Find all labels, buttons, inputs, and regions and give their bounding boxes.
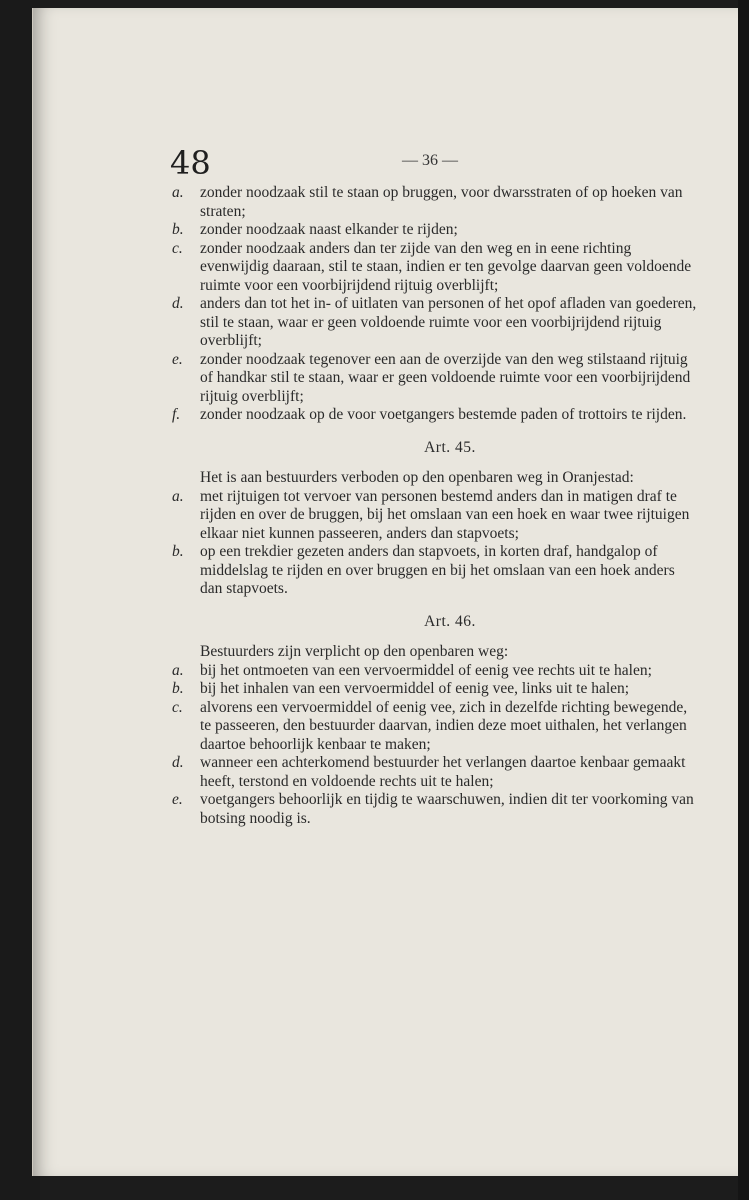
item-text: met rijtuigen tot vervoer van personen bestemd anders dan in matigen draf te rijden en over de bruggen, bij het omslaan van een hoek en waar twee rijtuigen elkaar niet kunnen passeeren, anders dan stapvoets; xyxy=(200,487,690,542)
item-label: b. xyxy=(172,221,184,238)
page-content xyxy=(160,140,700,828)
article-46-intro: Bestuurders zijn verplicht op den openbaren weg: xyxy=(200,643,509,660)
item-text: bij het ontmoeten van een vervoermiddel of eenig vee rechts uit te halen; xyxy=(200,661,652,679)
item-label: d. xyxy=(172,754,184,771)
page-subnumber: — 36 — xyxy=(402,152,458,169)
item-label: a. xyxy=(172,661,184,679)
item-label: c. xyxy=(172,239,183,257)
list-item xyxy=(160,184,700,221)
item-label: b. xyxy=(172,543,184,560)
article-45-title: Art. 45. xyxy=(424,438,476,456)
item-text: op een trekdier gezeten anders dan stapvoets, in korten draf, handgalop of middelslag te rijden en over bruggen en bij het omslaan van een hoek anders dan stapvoets. xyxy=(200,543,675,597)
list-item xyxy=(160,791,700,828)
article-45-intro: Het is aan bestuurders verboden op den openbaren weg in Oranjestad: xyxy=(200,469,634,486)
item-label: b. xyxy=(172,680,184,697)
list-item xyxy=(160,351,700,407)
item-text: zonder noodzaak naast elkander te rijden; xyxy=(200,221,458,238)
item-label: f. xyxy=(172,406,181,423)
list-item xyxy=(160,488,700,544)
list-item xyxy=(160,221,700,240)
list-item xyxy=(160,680,700,699)
list-continued xyxy=(160,184,700,425)
article-46-title: Art. 46. xyxy=(424,612,476,630)
item-text: zonder noodzaak anders dan ter zijde van den weg en in eene richting evenwijdig daaraan, stil te staan, indien er ten gevolge daarvan geen voldoende ruimte voor een voorbijrijdend rijtuig overblijft; xyxy=(200,239,692,294)
item-label: e. xyxy=(172,350,183,368)
page-edge-shadow xyxy=(738,0,749,1200)
item-text: zonder noodzaak tegenover een aan de overzijde van den weg stilstaand rijtuig of handkar stil te staan, waar er geen voldoende ruimte voor een voorbijrijdend rijtuig overblijft; xyxy=(200,350,691,405)
item-label: a. xyxy=(172,487,184,505)
item-label: c. xyxy=(172,698,183,716)
page-number: 48 xyxy=(170,144,211,182)
list-item xyxy=(160,662,700,681)
item-label: d. xyxy=(172,295,184,312)
list-item xyxy=(160,406,700,425)
item-text: zonder noodzaak stil te staan op bruggen, voor dwarsstraten of op hoeken van straten; xyxy=(200,184,683,220)
list-item xyxy=(160,295,700,351)
list-item xyxy=(160,240,700,296)
list-item xyxy=(160,754,700,791)
list-item xyxy=(160,543,700,599)
item-text: wanneer een achterkomend bestuurder het verlangen daartoe kenbaar gemaakt heeft, terstond en voldoende rechts uit te halen; xyxy=(200,754,686,790)
item-label: e. xyxy=(172,791,183,808)
item-text: bij het inhalen van een vervoermiddel of eenig vee, links uit te halen; xyxy=(200,680,630,697)
item-label: a. xyxy=(172,184,184,201)
page-header xyxy=(160,140,700,184)
list-item xyxy=(160,699,700,755)
item-text: alvorens een vervoermiddel of eenig vee, zich in dezelfde richting bewegende, te passeeren, den bestuurder daarvan, indien deze moet uithalen, het verlangen daartoe behoorlijk kenbaar te maken; xyxy=(200,698,688,753)
item-text: zonder noodzaak op de voor voetgangers bestemde paden of trottoirs te rijden. xyxy=(200,406,687,423)
item-text: anders dan tot het in- of uitlaten van personen of het opof afladen van goederen, stil te staan, waar er geen voldoende ruimte voor een voorbijrijdend rijtuig overblijft; xyxy=(200,295,697,349)
item-text: voetgangers behoorlijk en tijdig te waarschuwen, indien dit ter voorkoming van botsing noodig is. xyxy=(200,791,694,827)
